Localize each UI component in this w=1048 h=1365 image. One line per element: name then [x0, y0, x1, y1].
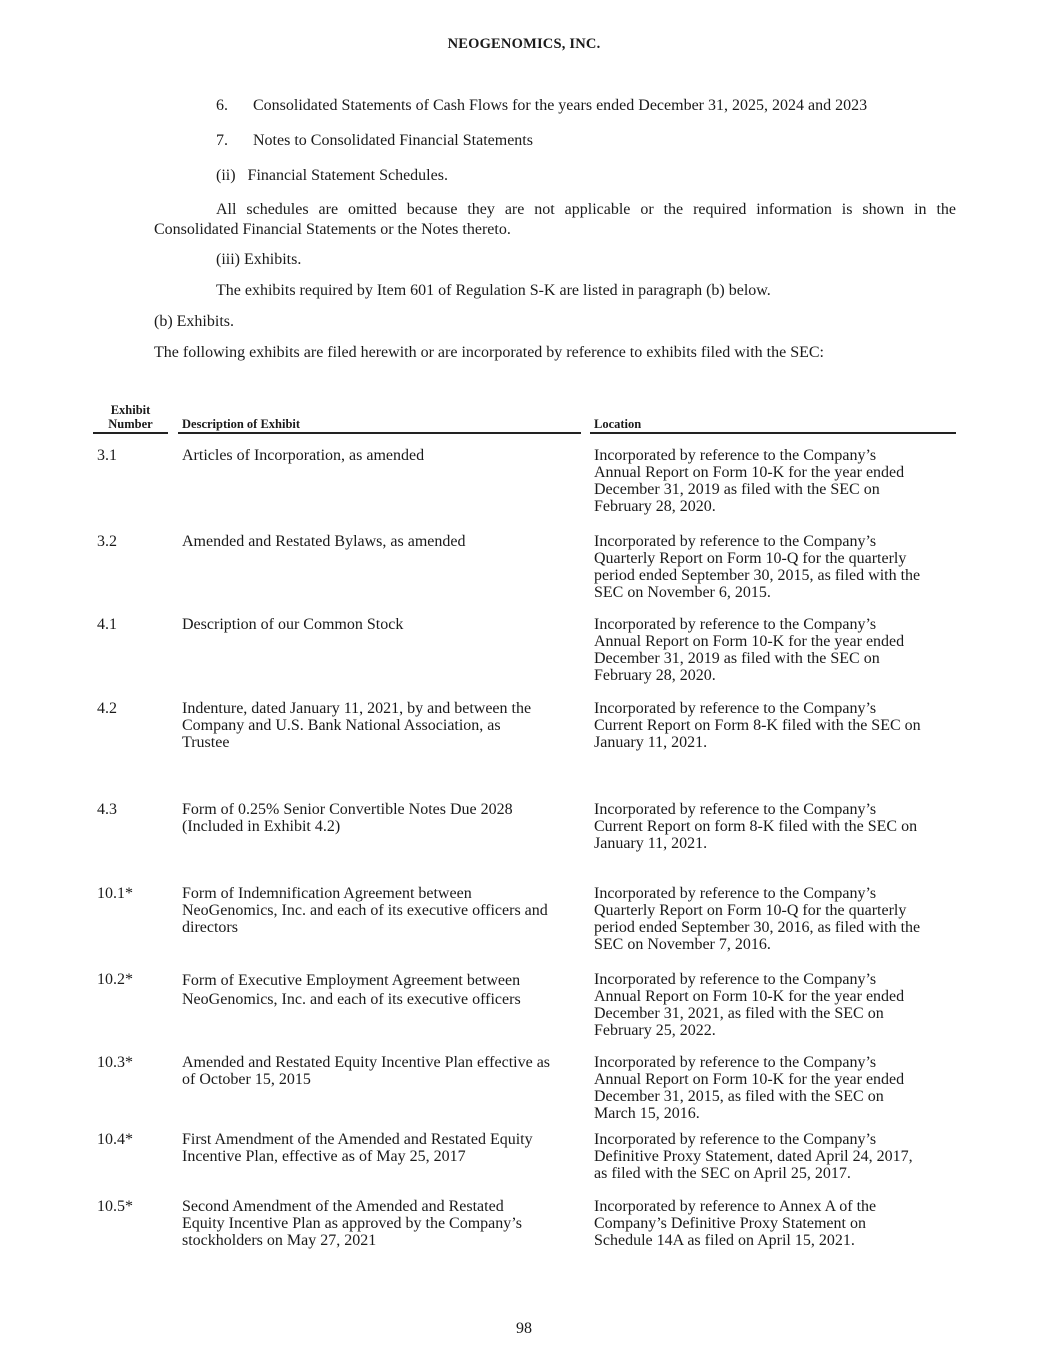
exhibit-description [182, 700, 580, 751]
location-line: Incorporated by reference to the Company’s [594, 1054, 877, 1071]
header-exhibit-number-line1: Exhibit [110, 403, 151, 417]
exhibit-location [594, 533, 956, 601]
header-rule-location [590, 432, 956, 434]
location-line: Incorporated by reference to the Company’s [594, 885, 877, 902]
description-line: (Included in Exhibit 4.2) [182, 818, 341, 835]
exhibit-description [182, 1054, 580, 1088]
exhibit-location [594, 700, 956, 751]
location-line: Quarterly Report on Form 10-Q for the quarterly [594, 550, 907, 567]
location-line: December 31, 2019 as filed with the SEC on [594, 481, 880, 498]
location-line: SEC on November 6, 2015. [594, 584, 771, 601]
exhibit-location [594, 1198, 956, 1249]
exhibit-number: 3.1 [97, 447, 117, 464]
exhibit-number: 4.3 [97, 801, 117, 818]
page-number: 98 [516, 1320, 532, 1337]
location-line: January 11, 2021. [594, 734, 708, 751]
schedules-paragraph [154, 200, 956, 240]
header-rule-number [93, 432, 168, 434]
exhibit-number: 3.2 [97, 533, 117, 550]
description-line: NeoGenomics, Inc. and each of its executive officers [182, 991, 521, 1008]
location-line: SEC on November 7, 2016. [594, 936, 771, 953]
schedules-heading: (ii) Financial Statement Schedules. [216, 167, 448, 184]
location-line: Definitive Proxy Statement, dated April 24, 2017, [594, 1148, 913, 1165]
location-line: Annual Report on Form 10-K for the year ended [594, 633, 905, 650]
description-line: Form of Executive Employment Agreement between [182, 972, 521, 989]
description-line: Form of Indemnification Agreement between [182, 885, 472, 902]
b-exhibits-heading: (b) Exhibits. [154, 313, 234, 330]
location-line: December 31, 2019 as filed with the SEC on [594, 650, 880, 667]
exhibit-location [594, 1054, 956, 1122]
location-line: Incorporated by reference to the Company’s [594, 1131, 877, 1148]
description-line: stockholders on May 27, 2021 [182, 1232, 377, 1249]
exhibit-location [594, 616, 956, 684]
header-rule-description [178, 432, 581, 434]
exhibit-number: 4.1 [97, 616, 117, 633]
location-line: period ended September 30, 2015, as filed with the [594, 567, 921, 584]
list-item-7 [216, 132, 533, 150]
description-line: Indenture, dated January 11, 2021, by and between the [182, 700, 532, 717]
exhibit-location [594, 1131, 956, 1182]
header-location: Location [594, 417, 642, 431]
exhibit-number: 4.2 [97, 700, 117, 717]
list-item-text: Consolidated Statements of Cash Flows for the years ended December 31, 2025, 2024 and 2023 [253, 97, 868, 114]
location-line: Annual Report on Form 10-K for the year ended [594, 988, 905, 1005]
exhibit-number: 10.4* [97, 1131, 133, 1148]
location-line: Incorporated by reference to the Company’s [594, 801, 877, 818]
exhibit-location [594, 885, 956, 953]
exhibit-description [182, 533, 580, 550]
description-line: Trustee [182, 734, 230, 751]
exhibit-description [182, 1198, 580, 1249]
description-line: directors [182, 919, 238, 936]
location-line: March 15, 2016. [594, 1105, 700, 1122]
description-line: of October 15, 2015 [182, 1071, 311, 1088]
exhibit-number: 10.2* [97, 971, 133, 988]
exhibit-number: 10.3* [97, 1054, 133, 1071]
location-line: February 28, 2020. [594, 667, 716, 684]
location-line: as filed with the SEC on April 25, 2017. [594, 1165, 851, 1182]
list-item-text: Notes to Consolidated Financial Statements [253, 132, 533, 149]
exhibits-paragraph: The exhibits required by Item 601 of Regulation S-K are listed in paragraph (b) below. [216, 282, 771, 299]
location-line: Current Report on form 8-K filed with the SEC on [594, 818, 918, 835]
location-line: February 25, 2022. [594, 1022, 716, 1039]
exhibit-description [182, 1131, 580, 1165]
location-line: Incorporated by reference to the Company’s [594, 700, 877, 717]
exhibit-description [182, 971, 580, 1009]
list-item-number: 7. [216, 132, 228, 149]
list-item-number: 6. [216, 97, 228, 114]
header-exhibit-number-line2: Number [108, 417, 153, 431]
description-line: Description of our Common Stock [182, 616, 404, 633]
schedules-paragraph-line1: All schedules are omitted because they are not applicable or the required information is shown in the [216, 201, 956, 218]
description-line: NeoGenomics, Inc. and each of its executive officers and [182, 902, 548, 919]
location-line: Incorporated by reference to the Company’s [594, 447, 877, 464]
location-line: Incorporated by reference to the Company’s [594, 971, 877, 988]
description-line: Equity Incentive Plan as approved by the Company’s [182, 1215, 522, 1232]
description-line: First Amendment of the Amended and Restated Equity [182, 1131, 533, 1148]
location-line: January 11, 2021. [594, 835, 708, 852]
exhibit-description [182, 885, 580, 936]
location-line: Annual Report on Form 10-K for the year ended [594, 1071, 905, 1088]
description-line: Company and U.S. Bank National Association, as [182, 717, 501, 734]
header-exhibit-number [93, 403, 168, 431]
description-line: Amended and Restated Bylaws, as amended [182, 533, 466, 550]
exhibit-location [594, 801, 956, 852]
exhibits-intro: The following exhibits are filed herewith or are incorporated by reference to exhibits filed with the SEC: [154, 344, 824, 361]
location-line: Incorporated by reference to Annex A of the [594, 1198, 877, 1215]
exhibit-description [182, 801, 580, 835]
location-line: period ended September 30, 2016, as filed with the [594, 919, 921, 936]
description-line: Incentive Plan, effective as of May 25, 2017 [182, 1148, 466, 1165]
schedules-paragraph-line2: Consolidated Financial Statements or the Notes thereto. [154, 221, 511, 238]
location-line: Incorporated by reference to the Company’s [594, 533, 877, 550]
location-line: Current Report on Form 8-K filed with the SEC on [594, 717, 921, 734]
location-line: Company’s Definitive Proxy Statement on [594, 1215, 866, 1232]
exhibit-description [182, 447, 580, 464]
location-line: Quarterly Report on Form 10-Q for the quarterly [594, 902, 907, 919]
location-line: Annual Report on Form 10-K for the year ended [594, 464, 905, 481]
exhibits-heading: (iii) Exhibits. [216, 251, 302, 268]
description-line: Articles of Incorporation, as amended [182, 447, 425, 464]
location-line: Schedule 14A as filed on April 15, 2021. [594, 1232, 855, 1249]
exhibit-location [594, 447, 956, 515]
location-line: December 31, 2015, as filed with the SEC on [594, 1088, 884, 1105]
exhibit-number: 10.1* [97, 885, 133, 902]
location-line: February 28, 2020. [594, 498, 716, 515]
exhibit-location [594, 971, 956, 1039]
location-line: December 31, 2021, as filed with the SEC on [594, 1005, 884, 1022]
exhibit-number: 10.5* [97, 1198, 133, 1215]
header-description: Description of Exhibit [182, 417, 301, 431]
description-line: Form of 0.25% Senior Convertible Notes Due 2028 [182, 801, 513, 818]
exhibit-description [182, 616, 580, 633]
company-header: NEOGENOMICS, INC. [447, 36, 601, 52]
description-line: Amended and Restated Equity Incentive Plan effective as [182, 1054, 551, 1071]
location-line: Incorporated by reference to the Company’s [594, 616, 877, 633]
list-item-6 [216, 97, 867, 115]
description-line: Second Amendment of the Amended and Restated [182, 1198, 504, 1215]
